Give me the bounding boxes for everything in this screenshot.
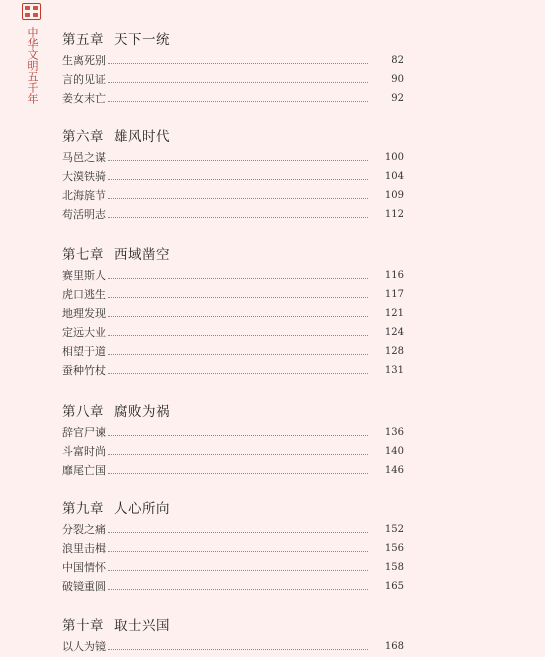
entry-title: 大漠铁骑 (62, 170, 106, 183)
entry-page-number: 112 (384, 208, 404, 220)
toc-entry[interactable] (62, 540, 404, 556)
entry-page-number: 117 (384, 288, 404, 300)
toc-entry[interactable] (62, 424, 404, 440)
entry-page-number: 109 (384, 189, 404, 201)
toc-entry[interactable] (62, 267, 404, 283)
entry-page-number: 152 (384, 523, 404, 535)
chapter-number: 第六章 (62, 129, 104, 145)
entry-title: 地理发现 (62, 307, 106, 320)
toc-entry[interactable] (62, 559, 404, 575)
chapter-title[interactable] (62, 500, 170, 518)
toc-entry[interactable] (62, 362, 404, 378)
entry-page-number: 168 (384, 640, 404, 652)
toc-entry[interactable] (62, 52, 404, 68)
dot-leader (108, 297, 368, 298)
chapter-number: 第十章 (62, 618, 104, 634)
dot-leader (108, 570, 368, 571)
entry-page-number: 136 (384, 426, 404, 438)
dot-leader (108, 589, 368, 590)
chapter-title[interactable] (62, 246, 170, 264)
chapter-name: 西域凿空 (114, 247, 170, 263)
entry-title: 辞官尸谏 (62, 426, 106, 439)
entry-page-number: 124 (384, 326, 404, 338)
dot-leader (108, 551, 368, 552)
seal-icon (22, 3, 41, 20)
toc-entry[interactable] (62, 90, 404, 106)
dot-leader (108, 354, 368, 355)
chapter-number: 第七章 (62, 247, 104, 263)
chapter-title[interactable] (62, 403, 170, 421)
dot-leader (108, 316, 368, 317)
toc-entry[interactable] (62, 71, 404, 87)
entry-title: 赛里斯人 (62, 269, 106, 282)
toc-entry[interactable] (62, 343, 404, 359)
dot-leader (108, 649, 368, 650)
toc-entry[interactable] (62, 638, 404, 654)
entry-title: 蚕种竹杖 (62, 364, 106, 377)
entry-title: 北海旄节 (62, 189, 106, 202)
entry-page-number: 156 (384, 542, 404, 554)
entry-page-number: 131 (384, 364, 404, 376)
dot-leader (108, 532, 368, 533)
dot-leader (108, 435, 368, 436)
toc-entry[interactable] (62, 324, 404, 340)
entry-page-number: 158 (384, 561, 404, 573)
chapter-number: 第九章 (62, 501, 104, 517)
chapter-title[interactable] (62, 31, 170, 49)
entry-title: 浪里击楫 (62, 542, 106, 555)
entry-title: 相望于道 (62, 345, 106, 358)
dot-leader (108, 82, 368, 83)
chapter-name: 雄风时代 (114, 129, 170, 145)
toc-entry[interactable] (62, 521, 404, 537)
entry-page-number: 90 (391, 73, 404, 85)
toc-entry[interactable] (62, 578, 404, 594)
chapter-name: 天下一统 (114, 32, 170, 48)
dot-leader (108, 278, 368, 279)
entry-page-number: 146 (384, 464, 404, 476)
entry-title: 虎口逃生 (62, 288, 106, 301)
dot-leader (108, 160, 368, 161)
entry-title: 生离死别 (62, 54, 106, 67)
entry-title: 破镜重圆 (62, 580, 106, 593)
dot-leader (108, 217, 368, 218)
dot-leader (108, 454, 368, 455)
entry-page-number: 121 (384, 307, 404, 319)
dot-leader (108, 473, 368, 474)
toc-entry[interactable] (62, 462, 404, 478)
toc-entry[interactable] (62, 206, 404, 222)
toc-entry[interactable] (62, 443, 404, 459)
dot-leader (108, 63, 368, 64)
chapter-name: 人心所向 (114, 501, 170, 517)
entry-page-number: 92 (391, 92, 404, 104)
entry-page-number: 116 (384, 269, 404, 281)
entry-page-number: 82 (391, 54, 404, 66)
chapter-name: 腐败为祸 (114, 404, 170, 420)
entry-page-number: 165 (384, 580, 404, 592)
dot-leader (108, 373, 368, 374)
entry-title: 中国情怀 (62, 561, 106, 574)
toc-entry[interactable] (62, 286, 404, 302)
chapter-number: 第五章 (62, 32, 104, 48)
entry-title: 姜女末亡 (62, 92, 106, 105)
dot-leader (108, 335, 368, 336)
entry-title: 以人为镜 (62, 640, 106, 653)
toc-entry[interactable] (62, 305, 404, 321)
entry-title: 靡尾亡国 (62, 464, 106, 477)
entry-title: 斗富时尚 (62, 445, 106, 458)
dot-leader (108, 179, 368, 180)
chapter-name: 取士兴国 (114, 618, 170, 634)
chapter-title[interactable] (62, 617, 170, 635)
dot-leader (108, 198, 368, 199)
entry-title: 言的见证 (62, 73, 106, 86)
entry-page-number: 128 (384, 345, 404, 357)
entry-title: 马邑之谋 (62, 151, 106, 164)
dot-leader (108, 101, 368, 102)
side-book-title: 中华文明五千年 (26, 27, 39, 104)
entry-title: 分裂之痛 (62, 523, 106, 536)
toc-entry[interactable] (62, 187, 404, 203)
entry-page-number: 140 (384, 445, 404, 457)
toc-entry[interactable] (62, 168, 404, 184)
entry-page-number: 104 (384, 170, 404, 182)
chapter-number: 第八章 (62, 404, 104, 420)
entry-title: 苟活明志 (62, 208, 106, 221)
chapter-title[interactable] (62, 128, 170, 146)
entry-page-number: 100 (384, 151, 404, 163)
toc-entry[interactable] (62, 149, 404, 165)
entry-title: 定远大业 (62, 326, 106, 339)
